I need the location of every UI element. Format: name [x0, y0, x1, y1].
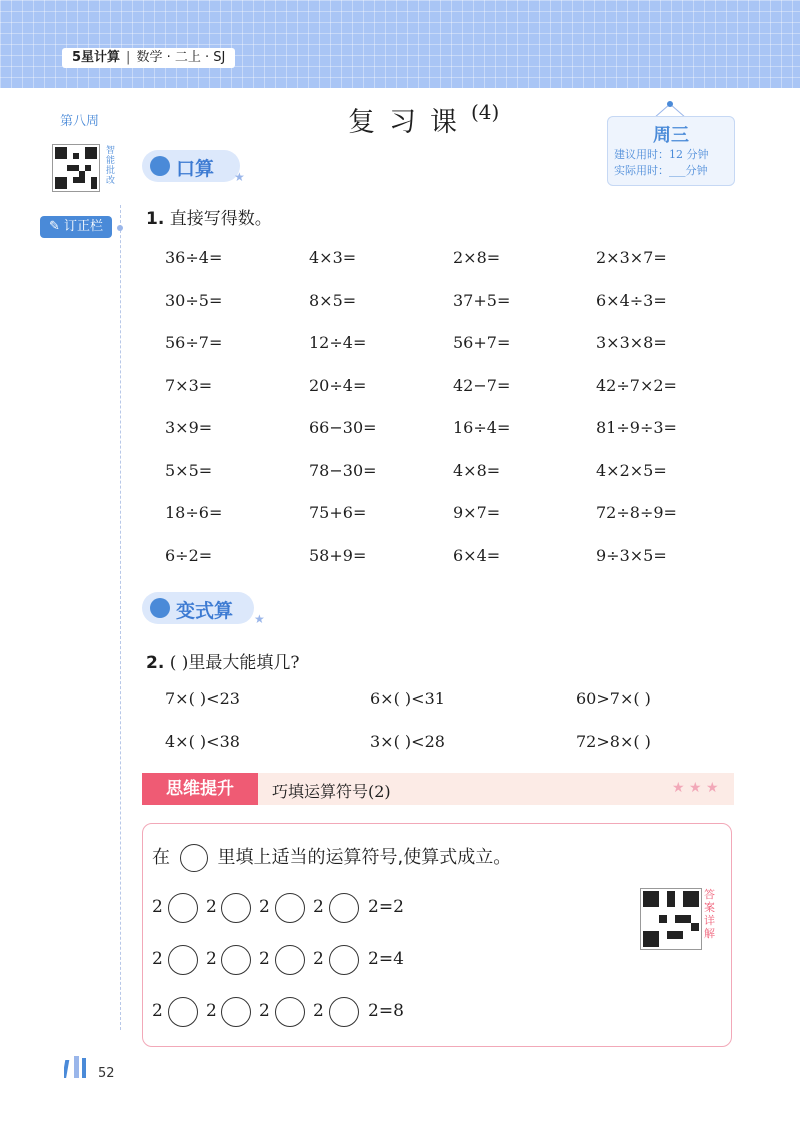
q1-expression: 81÷9÷3=	[596, 418, 677, 437]
qr-code-icon[interactable]	[52, 144, 100, 192]
correction-text: 订正栏	[64, 219, 104, 234]
q2-inequality: 60>7×( )	[576, 689, 651, 708]
week-label: 第八周	[60, 114, 100, 129]
operator-blank-circle[interactable]	[221, 945, 251, 975]
section-oral-title: 口算	[176, 158, 215, 180]
thinking-tag: 思维提升	[142, 773, 258, 805]
puzzle-result-digit: 2	[368, 897, 379, 917]
q1-expression: 2×3×7=	[596, 248, 667, 267]
title-number: (4)	[471, 100, 500, 124]
qr-caption: 智能批改	[106, 146, 116, 186]
puzzle-digit: 2	[259, 897, 270, 917]
instruction-after: 里填上适当的运算符号,使算式成立。	[217, 847, 512, 868]
q1-expression: 6×4=	[453, 545, 501, 565]
q2-inequality: 6×( )<31	[370, 689, 445, 708]
puzzle-result-value: =2	[378, 897, 404, 917]
q1-expression: 5×5=	[165, 460, 213, 480]
q1-expression: 3×9=	[165, 418, 213, 437]
q1-expression: 6×4÷3=	[596, 290, 667, 310]
q2-text: ( )里最大能填几?	[169, 653, 300, 673]
q1-text: 直接写得数。	[169, 209, 272, 229]
puzzle-digit: 2	[259, 1001, 270, 1021]
q2-inequality: 72>8×( )	[576, 732, 651, 751]
puzzle-digit: 2	[206, 1001, 217, 1021]
operator-blank-circle[interactable]	[168, 945, 198, 975]
suggested-time: 建议用时：12 分钟	[614, 148, 709, 161]
q1-expression: 16÷4=	[453, 418, 511, 437]
operator-blank-circle[interactable]	[168, 893, 198, 923]
header-label	[62, 48, 235, 68]
q2-number: 2.	[146, 653, 165, 673]
difficulty-stars: ★ ★ ★	[672, 780, 719, 796]
operator-blank-circle[interactable]	[168, 997, 198, 1027]
q1-expression: 6÷2=	[165, 545, 213, 565]
puzzle-digit: 2	[206, 897, 217, 917]
puzzle-result	[368, 1001, 404, 1021]
puzzle-result	[368, 897, 404, 917]
puzzle-digit: 2	[152, 1001, 163, 1021]
operator-blank-circle[interactable]	[329, 997, 359, 1027]
q1-expression: 58+9=	[309, 545, 367, 565]
subject: 数学 · 二上 · SJ	[136, 50, 226, 65]
header-band	[0, 0, 800, 88]
q1-expression: 36÷4=	[165, 248, 223, 267]
book-stack-icon	[64, 1056, 96, 1078]
section-variant	[142, 592, 254, 624]
puzzle-result	[368, 949, 404, 969]
q2-prompt	[146, 648, 300, 673]
q1-expression: 8×5=	[309, 290, 357, 310]
q1-expression: 37+5=	[453, 290, 511, 310]
q1-expression: 72÷8÷9=	[596, 503, 677, 522]
operator-blank-circle[interactable]	[221, 997, 251, 1027]
star-icon: ★	[254, 612, 265, 626]
margin-dot	[117, 225, 123, 231]
section-variant-title: 变式算	[176, 600, 234, 622]
q1-prompt	[146, 204, 272, 229]
q1-expression: 2×8=	[453, 248, 501, 267]
correction-label: ✎ 订正栏	[40, 216, 112, 238]
q1-expression: 42÷7×2=	[596, 375, 677, 395]
q1-expression: 20÷4=	[309, 375, 367, 395]
q1-expression: 78−30=	[309, 460, 377, 480]
puzzle-digit: 2	[313, 1001, 324, 1021]
q2-inequality: 7×( )<23	[165, 689, 240, 708]
answer-label: 答案详解	[704, 888, 715, 940]
blank-circle-example	[180, 844, 208, 872]
puzzle-digit: 2	[259, 949, 270, 969]
q1-expression: 9×7=	[453, 503, 501, 522]
q2-inequality: 3×( )<28	[370, 732, 445, 751]
operator-blank-circle[interactable]	[275, 893, 305, 923]
q1-expression: 4×8=	[453, 460, 501, 480]
puzzle-digit: 2	[152, 897, 163, 917]
q1-expression: 75+6=	[309, 503, 367, 522]
puzzle-digit: 2	[152, 949, 163, 969]
q1-number: 1.	[146, 209, 165, 229]
header-separator: |	[126, 50, 131, 65]
answer-qr-icon[interactable]	[640, 888, 702, 950]
puzzle-result-value: =4	[378, 949, 404, 969]
puzzle-digit: 2	[313, 897, 324, 917]
q1-expression: 18÷6=	[165, 503, 223, 522]
q1-expression: 12÷4=	[309, 333, 367, 352]
q1-expression: 3×3×8=	[596, 333, 667, 352]
operator-blank-circle[interactable]	[329, 945, 359, 975]
q2-inequality: 4×( )<38	[165, 732, 240, 751]
q1-expression: 4×2×5=	[596, 460, 667, 480]
qr-pattern	[643, 891, 699, 947]
operator-blank-circle[interactable]	[221, 893, 251, 923]
puzzle-result-digit: 2	[368, 949, 379, 969]
q1-expression: 66−30=	[309, 418, 377, 437]
operator-blank-circle[interactable]	[275, 945, 305, 975]
day-box	[607, 116, 735, 186]
puzzle-digit: 2	[206, 949, 217, 969]
q1-expression: 30÷5=	[165, 290, 223, 310]
stopwatch-icon	[150, 156, 170, 176]
day-name: 周三	[653, 125, 689, 146]
q1-expression: 4×3=	[309, 248, 357, 267]
q1-expression: 56+7=	[453, 333, 511, 352]
target-icon	[150, 598, 170, 618]
q1-expression: 56÷7=	[165, 333, 223, 352]
puzzle-digit: 2	[313, 949, 324, 969]
operator-blank-circle[interactable]	[329, 893, 359, 923]
instruction-before: 在	[152, 847, 170, 868]
q1-expression: 42−7=	[453, 375, 511, 395]
qr-pattern	[55, 147, 97, 189]
thinking-title: 巧填运算符号(2)	[272, 782, 391, 801]
q1-expression: 7×3=	[165, 375, 213, 395]
q1-expression: 9÷3×5=	[596, 545, 667, 565]
star-icon: ★	[234, 170, 245, 184]
page-title	[348, 100, 500, 139]
puzzle-result-digit: 2	[368, 1001, 379, 1021]
puzzle-instruction	[152, 843, 511, 872]
actual-time: 实际用时：___分钟	[614, 164, 708, 177]
title-text: 复习课	[348, 107, 471, 138]
margin-divider	[120, 205, 121, 1030]
puzzle-result-value: =8	[378, 1001, 404, 1021]
page-number: 52	[98, 1066, 115, 1081]
section-oral	[142, 150, 240, 182]
operator-blank-circle[interactable]	[275, 997, 305, 1027]
brand: 5星计算	[72, 50, 121, 65]
